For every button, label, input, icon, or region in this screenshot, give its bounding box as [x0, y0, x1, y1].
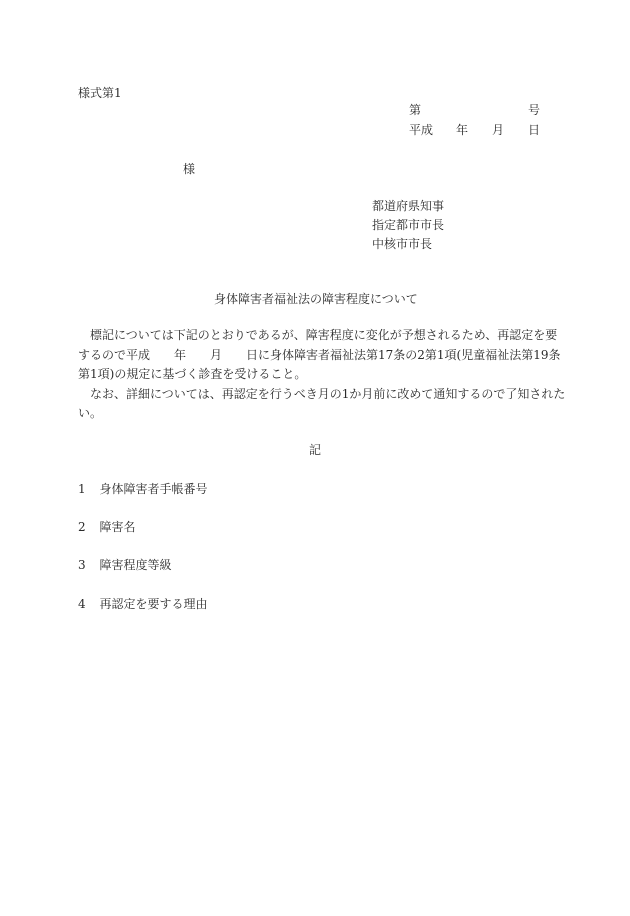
date-month: 月 [492, 123, 505, 137]
item-number: 2 [78, 520, 86, 534]
item-number: 3 [78, 558, 86, 572]
body-line: い。 [78, 406, 103, 420]
body-line: するので平成 年 月 日に身体障害者福祉法第17条の2第1項(児童福祉法第19条 [78, 347, 561, 362]
item-number: 4 [78, 597, 86, 611]
addressee-suffix: 様 [183, 162, 196, 176]
body-text [78, 326, 566, 424]
issuer-prefecture: 都道府県知事 [372, 199, 445, 213]
number-suffix: 号 [528, 103, 541, 117]
list-item [78, 483, 207, 495]
item-label: 再認定を要する理由 [99, 597, 208, 611]
item-label: 障害程度等級 [99, 558, 172, 572]
issuer-designated-city: 指定都市市長 [372, 218, 445, 232]
date-day: 日 [528, 123, 541, 137]
date-era: 平成 [409, 123, 434, 137]
body-line: 第1項)の規定に基づく診査を受けること。 [78, 367, 307, 381]
date-year: 年 [456, 123, 469, 137]
ki-heading: 記 [309, 443, 322, 457]
list-item [78, 559, 171, 571]
issuer-core-city: 中核市市長 [372, 237, 433, 251]
item-number: 1 [78, 482, 86, 496]
item-label: 身体障害者手帳番号 [99, 482, 208, 496]
number-prefix: 第 [409, 103, 422, 117]
list-item [78, 521, 135, 533]
document-title: 身体障害者福祉法の障害程度について [214, 292, 418, 306]
body-line: 標記については下記のとおりであるが、障害程度に変化が予想されるため、再認定を要 [78, 328, 558, 342]
item-label: 障害名 [99, 520, 136, 534]
list-item [78, 598, 207, 610]
body-line: なお、詳細については、再認定を行うべき月の1か月前に改めて通知するので了知された [78, 386, 566, 401]
form-label: 様式第1 [78, 86, 122, 100]
